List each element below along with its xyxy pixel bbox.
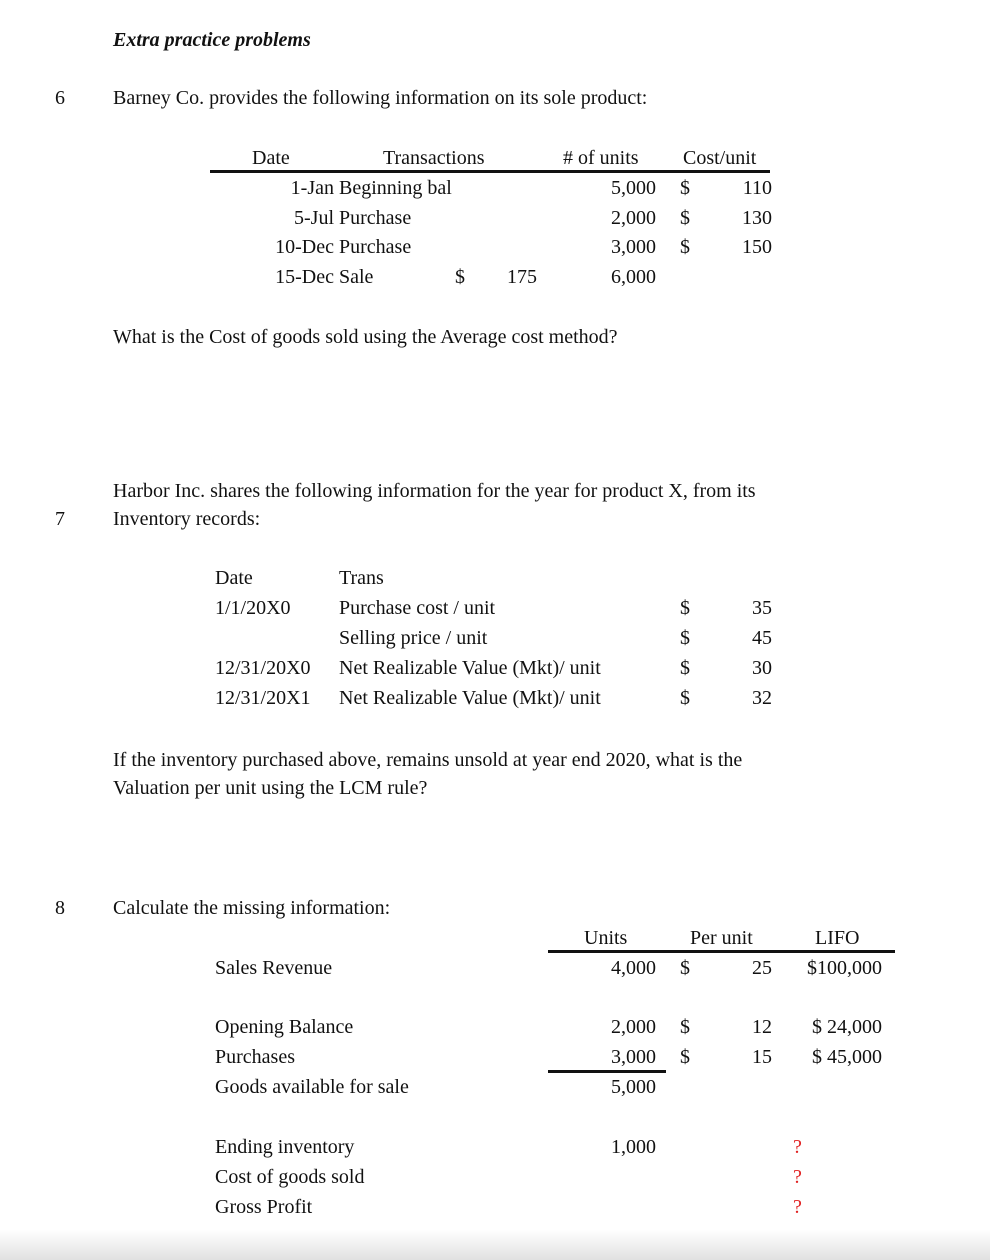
q8-header-rule [548, 950, 895, 953]
q6-row-date: 10-Dec [275, 236, 334, 258]
q6-intro: Barney Co. provides the following information on its sole product: [113, 87, 648, 109]
q7-intro-line2: Inventory records: [113, 508, 261, 530]
q8-gross-lifo: ? [793, 1196, 802, 1218]
q6-row-units: 2,000 [611, 207, 656, 229]
q7-row-value: 30 [752, 657, 772, 679]
q6-row-dollar: $ [680, 207, 690, 229]
q8-sales-units: 4,000 [611, 957, 656, 979]
q6-sale-price: 175 [507, 266, 537, 288]
q8-sales-per-unit: 25 [752, 957, 772, 979]
q6-row-date: 5-Jul [294, 207, 334, 229]
q8-available-label: Goods available for sale [215, 1076, 409, 1098]
q6-row-trans: Purchase [339, 236, 412, 258]
q8-sales-dollar: $ [680, 957, 690, 979]
q8-units-total-rule [548, 1070, 666, 1073]
q7-row-dollar: $ [680, 597, 690, 619]
q6-row-dollar: $ [680, 236, 690, 258]
q7-row-date: 12/31/20X0 [215, 657, 311, 679]
q8-header-lifo: LIFO [815, 927, 860, 949]
q6-header-rule [210, 170, 770, 173]
q7-number: 7 [55, 508, 65, 530]
q8-opening-lifo: $ 24,000 [812, 1016, 882, 1038]
q8-opening-per-unit: 12 [752, 1016, 772, 1038]
q8-ending-label: Ending inventory [215, 1136, 355, 1158]
q8-gross-label: Gross Profit [215, 1196, 313, 1218]
q8-intro: Calculate the missing information: [113, 897, 391, 919]
q7-row-dollar: $ [680, 627, 690, 649]
q7-row-date: 1/1/20X0 [215, 597, 291, 619]
q7-question-line1: If the inventory purchased above, remains unsold at year end 2020, what is the [113, 749, 743, 771]
q6-number: 6 [55, 87, 65, 109]
q6-question: What is the Cost of goods sold using the Average cost method? [113, 326, 618, 348]
q8-opening-label: Opening Balance [215, 1016, 354, 1038]
q7-row-value: 32 [752, 687, 772, 709]
q8-header-per-unit: Per unit [690, 927, 753, 949]
q7-header-trans: Trans [339, 567, 384, 589]
q8-available-units: 5,000 [611, 1076, 656, 1098]
q7-row-value: 45 [752, 627, 772, 649]
q7-row-dollar: $ [680, 687, 690, 709]
q6-row-dollar: $ [680, 177, 690, 199]
q7-row-trans: Net Realizable Value (Mkt)/ unit [339, 657, 601, 679]
q8-cogs-label: Cost of goods sold [215, 1166, 365, 1188]
q6-header-cost: Cost/unit [683, 147, 757, 169]
q6-row-trans: Sale [339, 266, 374, 288]
page-header: Extra practice problems [113, 29, 311, 51]
q8-ending-units: 1,000 [611, 1136, 656, 1158]
q6-row-cost: 130 [742, 207, 772, 229]
q6-row-date: 1-Jan [290, 177, 334, 199]
q8-opening-dollar: $ [680, 1016, 690, 1038]
q6-sale-price-dollar: $ [455, 266, 465, 288]
q8-purchases-lifo: $ 45,000 [812, 1046, 882, 1068]
q7-row-date: 12/31/20X1 [215, 687, 311, 709]
q7-row-trans: Purchase cost / unit [339, 597, 496, 619]
q6-header-units: # of units [563, 147, 639, 169]
q7-row-dollar: $ [680, 657, 690, 679]
q7-row-trans: Net Realizable Value (Mkt)/ unit [339, 687, 601, 709]
q8-number: 8 [55, 897, 65, 919]
q7-row-trans: Selling price / unit [339, 627, 488, 649]
q8-cogs-lifo: ? [793, 1166, 802, 1188]
q8-header-units: Units [584, 927, 628, 949]
q6-row-units: 5,000 [611, 177, 656, 199]
q8-purchases-dollar: $ [680, 1046, 690, 1068]
q7-header-date: Date [215, 567, 253, 589]
q6-header-transactions: Transactions [383, 147, 485, 169]
q7-row-value: 35 [752, 597, 772, 619]
q8-purchases-per-unit: 15 [752, 1046, 772, 1068]
q6-row-trans: Purchase [339, 207, 412, 229]
q6-row-date: 15-Dec [275, 266, 334, 288]
q6-header-date: Date [252, 147, 290, 169]
page-bottom-shadow [0, 1230, 990, 1260]
q6-row-trans: Beginning bal [339, 177, 452, 199]
q8-purchases-units: 3,000 [611, 1046, 656, 1068]
q6-row-cost: 110 [742, 177, 772, 199]
q8-purchases-label: Purchases [215, 1046, 295, 1068]
q6-row-units: 3,000 [611, 236, 656, 258]
q8-ending-lifo: ? [793, 1136, 802, 1158]
q8-sales-label: Sales Revenue [215, 957, 333, 979]
q6-row-cost: 150 [742, 236, 772, 258]
q8-sales-lifo: $100,000 [807, 957, 882, 979]
q6-row-units: 6,000 [611, 266, 656, 288]
q7-intro-line1: Harbor Inc. shares the following information for the year for product X, from its [113, 480, 756, 502]
q8-opening-units: 2,000 [611, 1016, 656, 1038]
q7-question-line2: Valuation per unit using the LCM rule? [113, 777, 428, 799]
